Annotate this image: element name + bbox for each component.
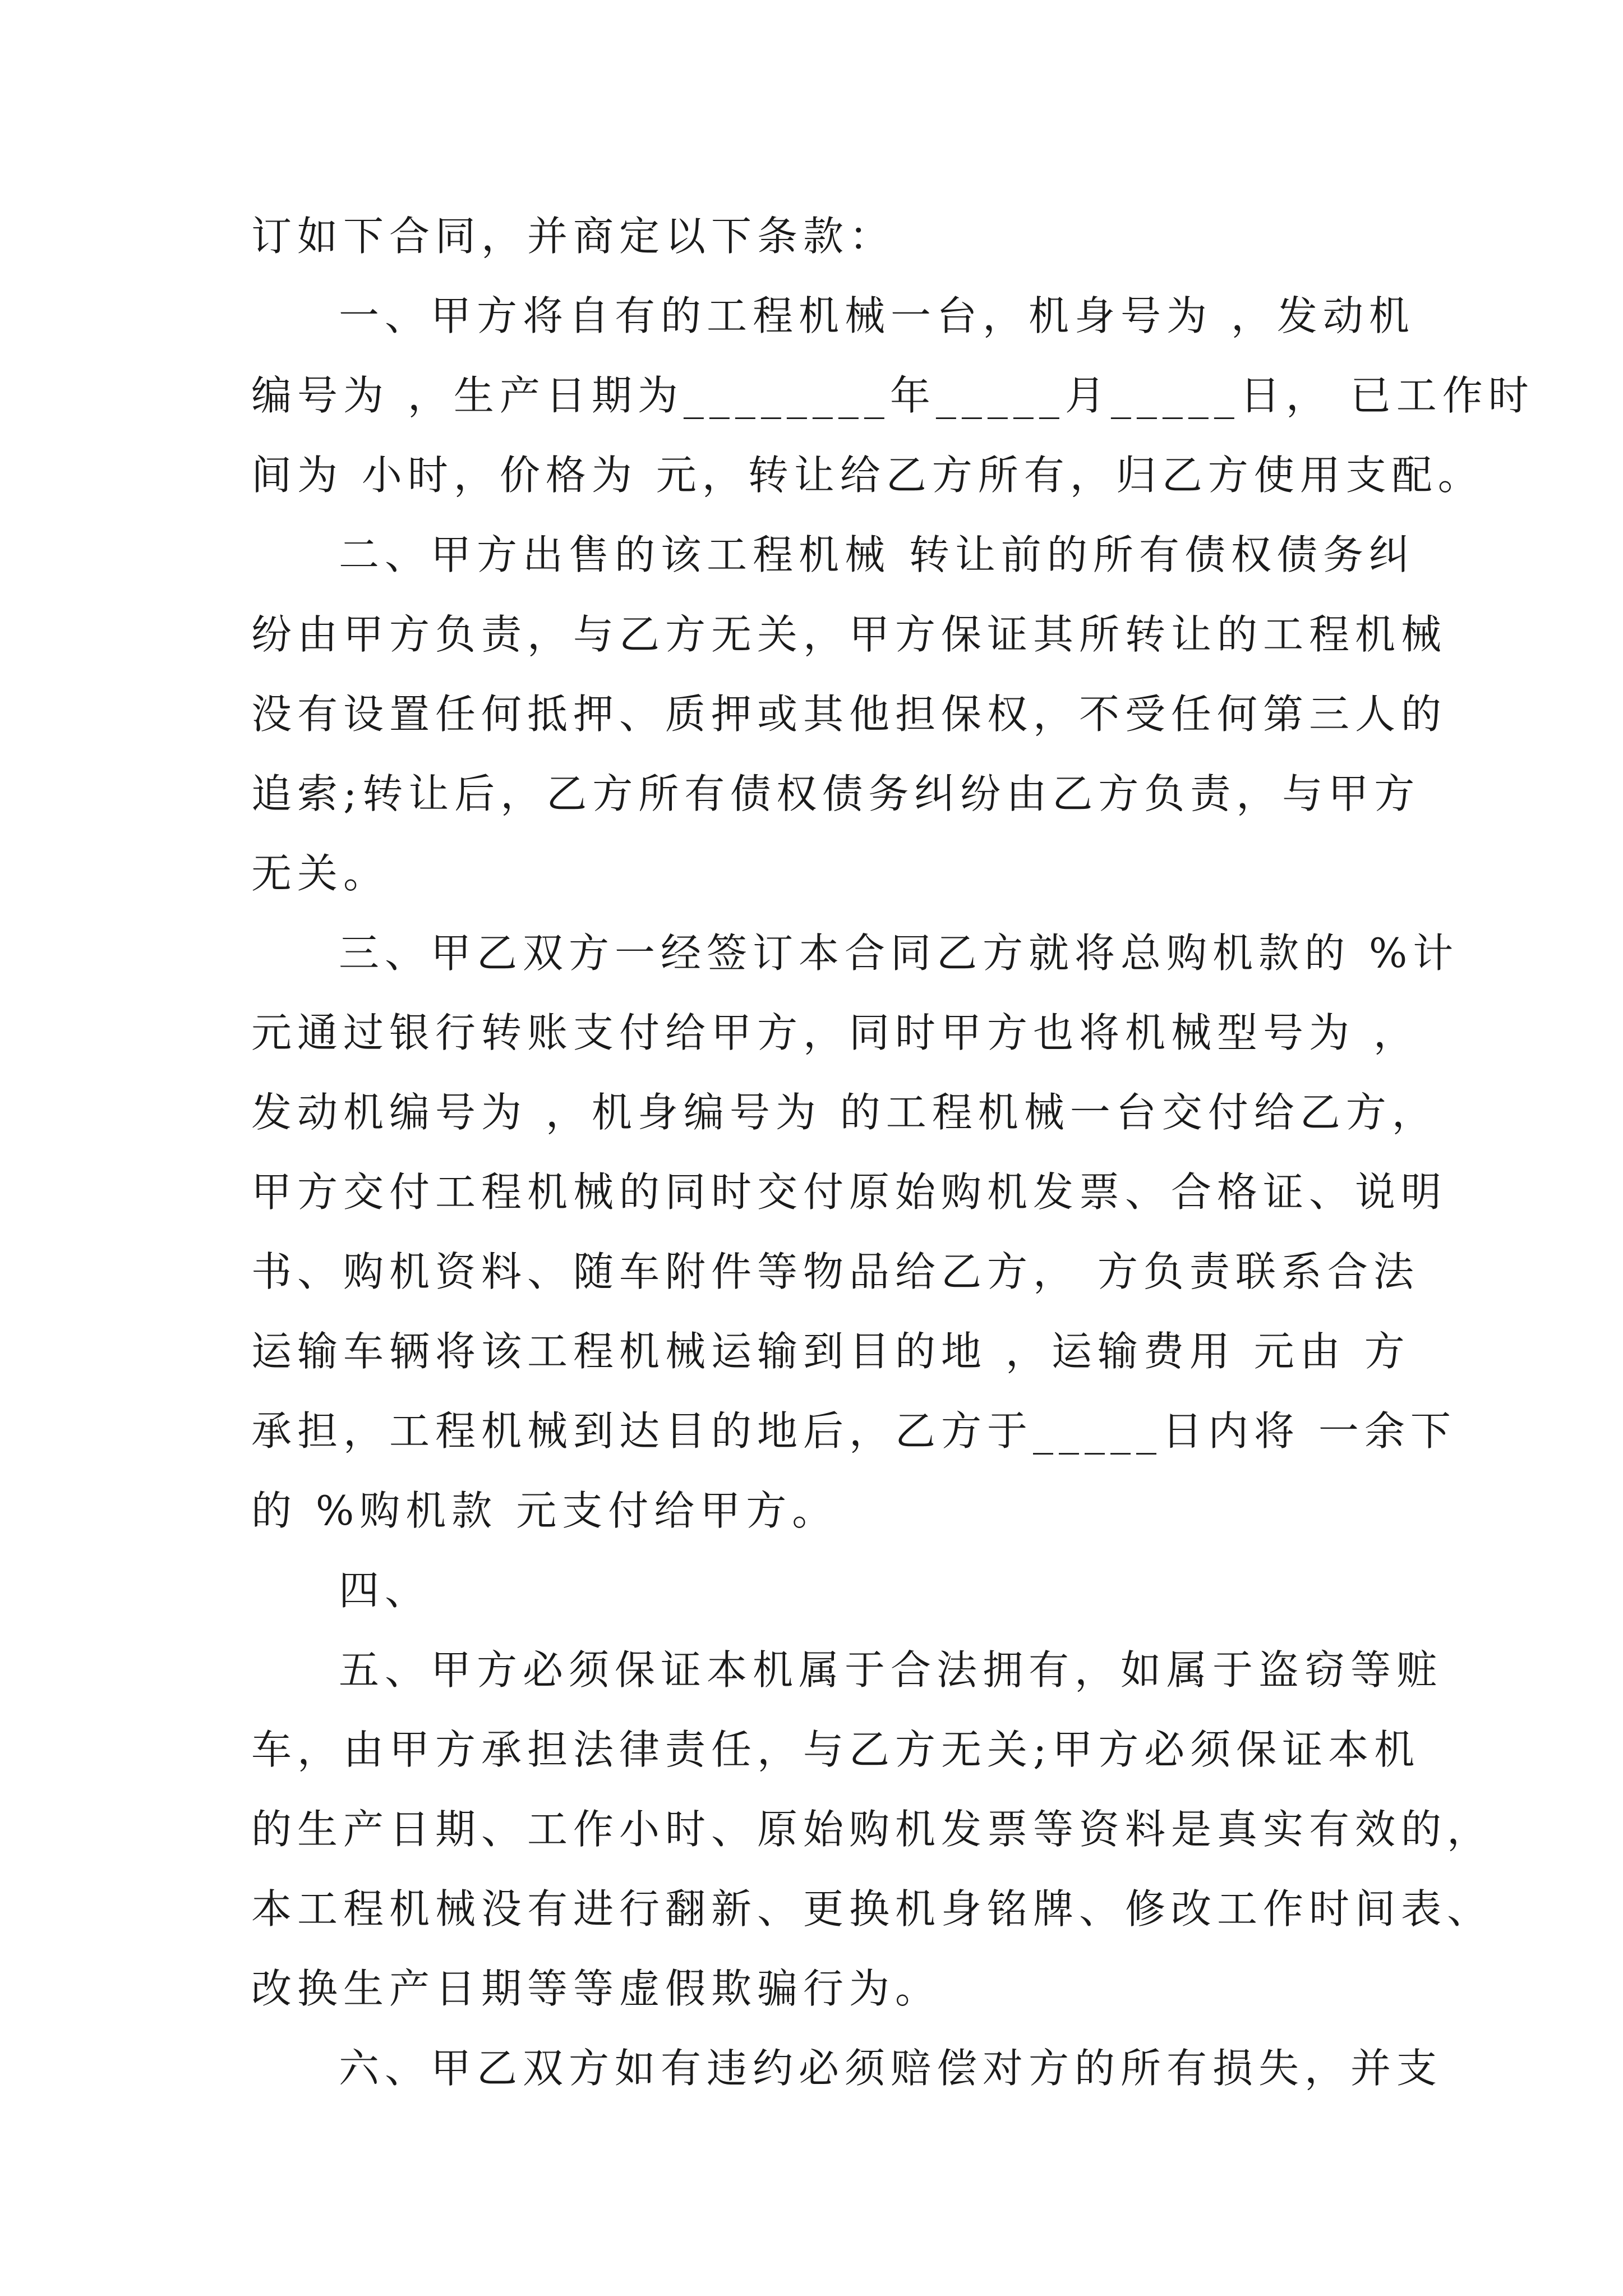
text-line: 无关。 bbox=[251, 850, 390, 897]
text-line: 甲方交付工程机械的同时交付原始购机发票、合格证、说明 bbox=[251, 1168, 1447, 1216]
text-line: 间为 小时，价格为 元，转让给乙方所有，归乙方使用支配。 bbox=[251, 452, 1484, 499]
text-line: 改换生产日期等等虚假欺骗行为。 bbox=[251, 1965, 942, 2012]
text-line: 编号为 ，生产日期为________年_____月_____日， 已工作时 bbox=[251, 372, 1534, 419]
text-line: 订如下合同，并商定以下条款： bbox=[251, 213, 896, 260]
text-line: 没有设置任何抵押、质押或其他担保权，不受任何第三人的 bbox=[251, 691, 1447, 738]
clause-1-line: 一、甲方将自有的工程机械一台，机身号为 ，发动机 bbox=[339, 292, 1415, 339]
text-line: 发动机编号为 ，机身编号为 的工程机械一台交付给乙方， bbox=[251, 1089, 1438, 1136]
text-line: 车，由甲方承担法律责任，与乙方无关;甲方必须保证本机 bbox=[251, 1726, 1421, 1773]
text-line: 本工程机械没有进行翻新、更换机身铭牌、修改工作时间表、 bbox=[251, 1885, 1493, 1932]
text-line: 的 %购机款 元支付给甲方。 bbox=[251, 1487, 838, 1534]
text-line: 书、购机资料、随车附件等物品给乙方， 方负责联系合法 bbox=[251, 1248, 1419, 1295]
text-line: 元通过银行转账支付给甲方，同时甲方也将机械型号为 ， bbox=[251, 1009, 1419, 1056]
contract-text bbox=[251, 196, 1534, 2108]
text-line: 运输车辆将该工程机械运输到目的地 ，运输费用 元由 方 bbox=[251, 1328, 1410, 1375]
text-line: 的生产日期、工作小时、原始购机发票等资料是真实有效的， bbox=[251, 1806, 1493, 1853]
clause-5-line: 五、甲方必须保证本机属于合法拥有，如属于盗窃等赃 bbox=[339, 1646, 1443, 1694]
clause-2-line: 二、甲方出售的该工程机械 转让前的所有债权债务纠 bbox=[339, 531, 1415, 578]
text-line: 追索;转让后，乙方所有债权债务纠纷由乙方负责，与甲方 bbox=[251, 770, 1421, 817]
text-line: 纷由甲方负责，与乙方无关，甲方保证其所转让的工程机械 bbox=[251, 611, 1447, 658]
text-line: 承担，工程机械到达目的地后，乙方于_____日内将 一余下 bbox=[251, 1407, 1456, 1455]
clause-3-line: 三、甲乙双方一经签订本合同乙方就将总购机款的 %计 bbox=[339, 930, 1459, 977]
clause-6-line: 六、甲乙双方如有违约必须赔偿对方的所有损失，并支 bbox=[339, 2045, 1443, 2092]
clause-4-line: 四、 bbox=[339, 1567, 431, 1614]
